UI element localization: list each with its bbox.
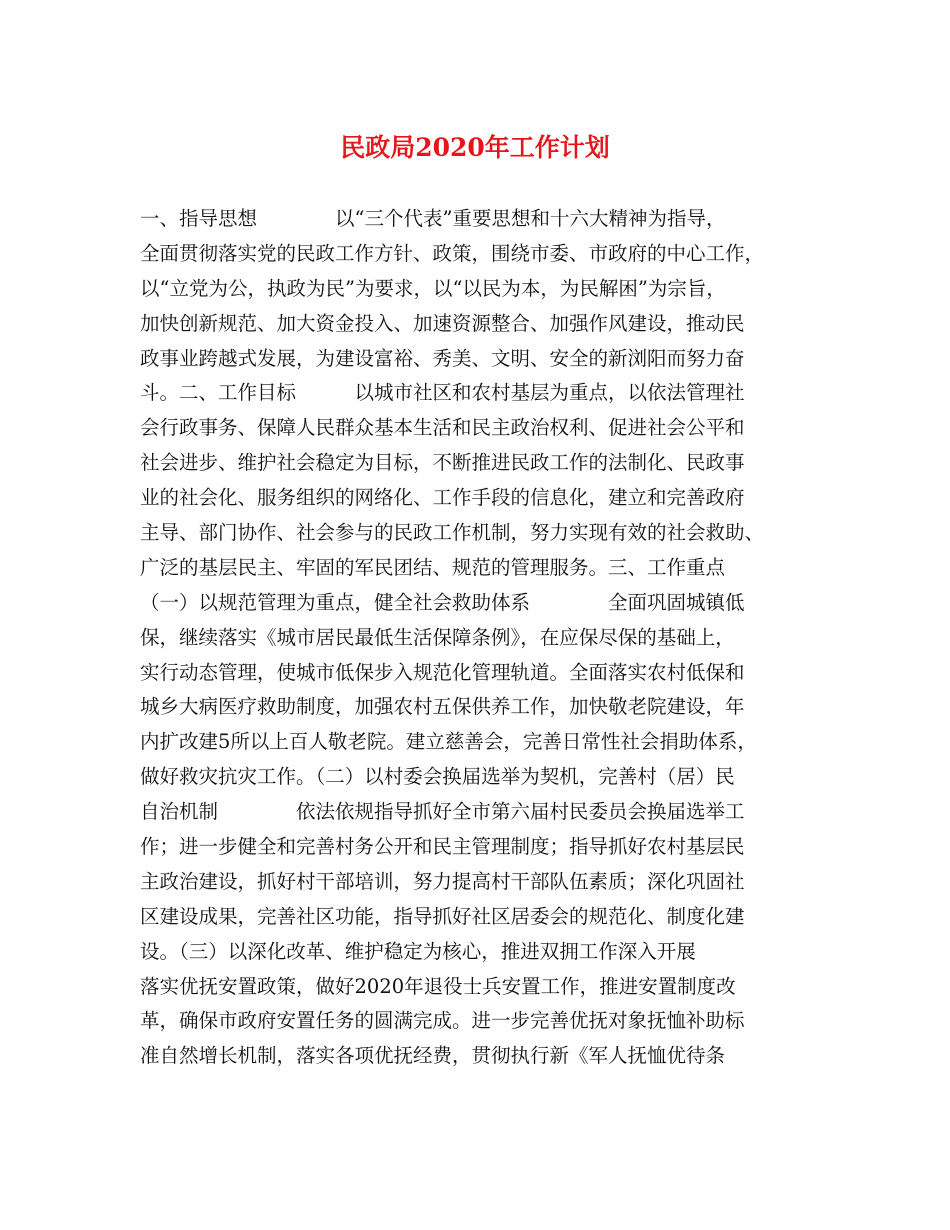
body-line: 一、指导思想 以“三个代表”重要思想和十六大精神为指导， <box>140 207 726 230</box>
body-line: 社会进步、维护社会稳定为目标，不断推进民政工作的法制化、民政事 <box>140 451 745 475</box>
body-line: 做好救灾抗灾工作。（二）以村委会换届选举为契机，完善村（居）民 <box>140 765 735 789</box>
body-line: 准自然增长机制，落实各项优抚经费，贯彻执行新《军人抚恤优待条 <box>140 1044 726 1068</box>
body-line: 业的社会化、服务组织的网络化、工作手段的信息化，建立和完善政府 <box>140 486 745 510</box>
body-line: 作；进一步健全和完善村务公开和民主管理制度；指导抓好农村基层民 <box>140 835 745 859</box>
body-line: 政事业跨越式发展，为建设富裕、秀美、文明、安全的新浏阳而努力奋 <box>140 346 745 370</box>
body-line: 城乡大病医疗救助制度，加强农村五保供养工作，加快敬老院建设，年 <box>140 695 745 719</box>
body-line: 以“立党为公，执政为民”为要求，以“以民为本，为民解困”为宗旨， <box>140 276 726 300</box>
body-line: 会行政事务、保障人民群众基本生活和民主政治权利、促进社会公平和 <box>140 416 745 440</box>
body-line: 内扩改建5所以上百人敬老院。建立慈善会，完善日常性社会捐助体系， <box>140 730 757 754</box>
document-body <box>140 202 830 1074</box>
body-line: 主导、部门协作、社会参与的民政工作机制，努力实现有效的社会救助、 <box>140 521 765 545</box>
body-line: 区建设成果，完善社区功能，指导抓好社区居委会的规范化、制度化建 <box>140 904 745 928</box>
body-line: 全面贯彻落实党的民政工作方针、政策，围绕市委、市政府的中心工作， <box>140 241 765 265</box>
body-line: 设。（三）以深化改革、维护稳定为核心，推进双拥工作深入开展 <box>140 939 696 963</box>
body-line: 斗。二、工作目标 以城市社区和农村基层为重点，以依法管理社 <box>140 381 745 405</box>
body-line: 保，继续落实《城市居民最低生活保障条例》，在应保尽保的基础上， <box>140 625 735 649</box>
body-line: 主政治建设，抓好村干部培训，努力提高村干部队伍素质；深化巩固社 <box>140 869 745 893</box>
body-line: 实行动态管理，使城市低保步入规范化管理轨道。全面落实农村低保和 <box>140 660 745 684</box>
body-line: （一）以规范管理为重点，健全社会救助体系 全面巩固城镇低 <box>140 590 745 614</box>
document-title: 民政局2020年工作计划 <box>340 133 610 162</box>
body-line: 落实优抚安置政策，做好2020年退役士兵安置工作，推进安置制度改 <box>140 974 736 998</box>
body-line: 广泛的基层民主、牢固的军民团结、规范的管理服务。三、工作重点 <box>140 555 726 579</box>
body-line: 加快创新规范、加大资金投入、加速资源整合、加强作风建设，推动民 <box>140 311 745 335</box>
body-line: 自治机制 依法依规指导抓好全市第六届村民委员会换届选举工 <box>140 800 745 824</box>
body-line: 革，确保市政府安置任务的圆满完成。进一步完善优抚对象抚恤补助标 <box>140 1009 745 1033</box>
